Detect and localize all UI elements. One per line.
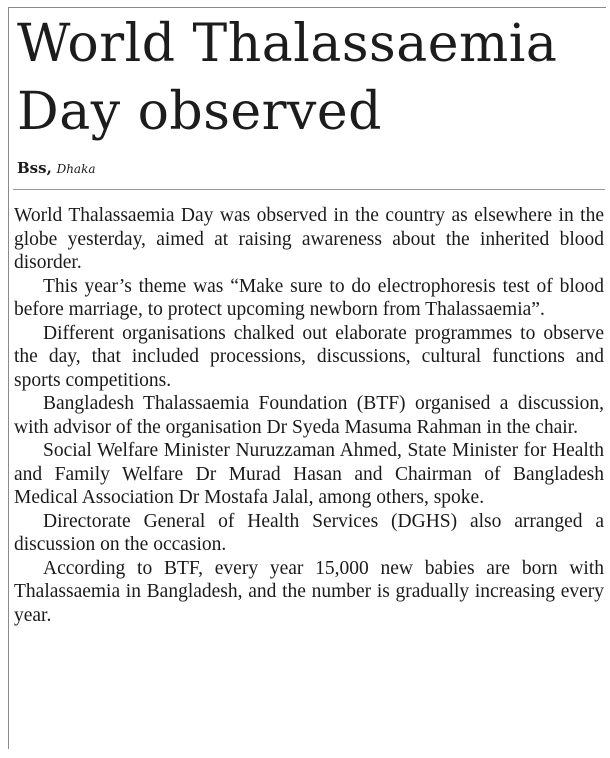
article-paragraph-7: According to BTF, every year 15,000 new babies are born with Thalassaemia in Bangladesh, and the number is gradually increasing every year.	[14, 557, 604, 626]
clipping-left-border	[8, 7, 9, 749]
byline-location: Dhaka	[56, 162, 96, 176]
article-paragraph-4: Bangladesh Thalassaemia Foundation (BTF) organised a discussion, with advisor of the organisation Dr Syeda Masuma Rahman in the chair.	[14, 393, 604, 438]
article-paragraph-5: Social Welfare Minister Nuruzzaman Ahmed, State Minister for Health and Family Welfare Dr Murad Hasan and Chairman of Bangladesh Medical Association Dr Mostafa Jalal, among others, spoke.	[14, 440, 604, 508]
article-paragraph-2: This year’s theme was “Make sure to do electrophoresis test of blood before marriage, to protect upcoming newborn from Thalassaemia”.	[14, 275, 604, 320]
article-body	[14, 204, 604, 627]
byline	[17, 158, 96, 179]
article-paragraph-6: Directorate General of Health Services (DGHS) also arranged a discussion on the occasion.	[14, 510, 604, 555]
clipping-top-border	[8, 7, 606, 8]
byline-divider	[13, 189, 605, 190]
byline-agency: Bss,	[17, 159, 52, 177]
article-headline: World Thalassaemia Day observed	[17, 14, 558, 142]
article-paragraph-3: Different organisations chalked out elaborate programmes to observe the day, that included processions, discussions, cultural functions and sports competitions.	[14, 322, 604, 391]
article-paragraph-1: World Thalassaemia Day was observed in the country as elsewhere in the globe yesterday, aimed at raising awareness about the inherited blood disorder.	[14, 205, 604, 273]
